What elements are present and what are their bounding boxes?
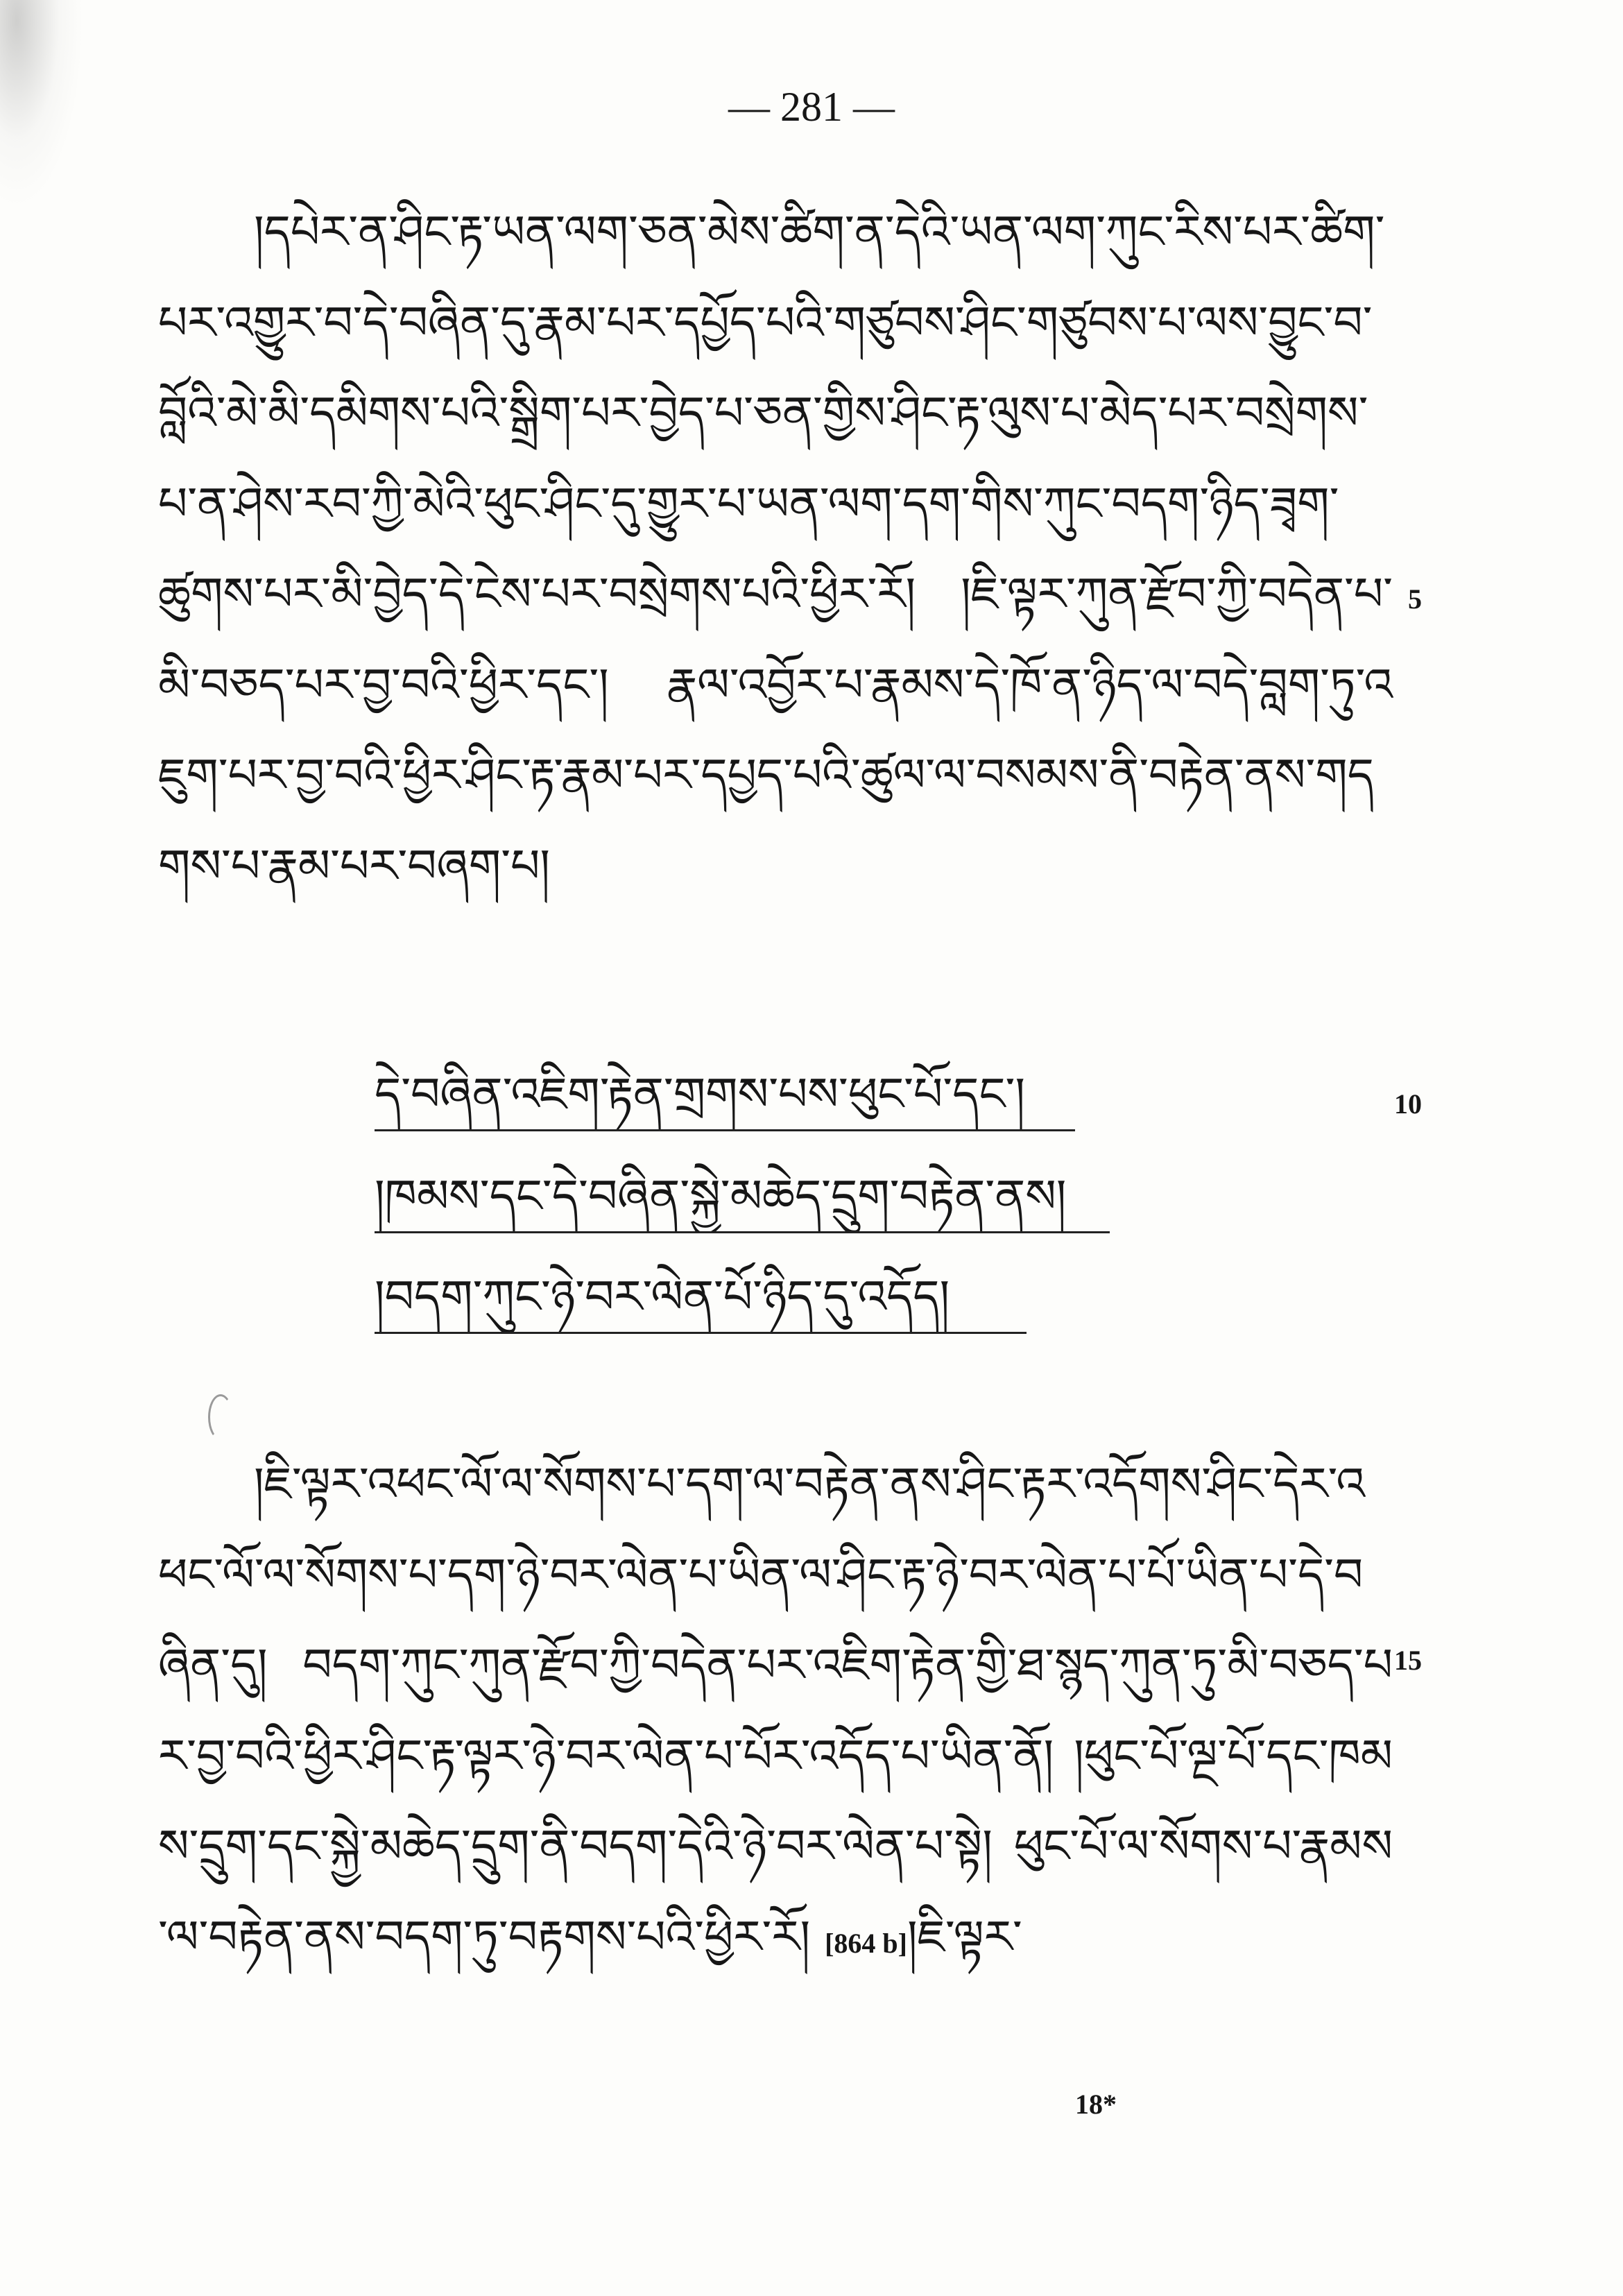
page-number: — 281 —: [728, 84, 895, 130]
pencil-mark: [208, 1394, 233, 1440]
paragraph-2: [158, 1439, 1393, 1989]
verse-line-1: དེ་བཞིན་འཇིག་རྟེན་གྲགས་པས་ཕུང་པོ་དང་།: [375, 1060, 1075, 1131]
folio-reference: [864 b]: [825, 1927, 907, 1959]
paragraph-2-continuation: །ཇི་ལྟར་: [907, 1910, 1022, 1964]
line-number-10: 10: [1394, 1088, 1422, 1120]
signature-mark: 18*: [1075, 2089, 1117, 2120]
paragraph-1: །དཔེར་ན་ཤིང་རྟ་ཡན་ལག་ཅན་མེས་ཚིག་ན་དེའི་ཡན་ལག་ཀུང་རིས་པར་ཚིག་པར་འགྱུར་བ་དེ་བཞིན་དུ་རྣམ་པར་དཔྱོད་པའི་གཙུབས་ཤིང་གཙུབས་པ་ལས་བྱུང་བ་བློའི་མེ་མི་དམིགས་པའི་སྒྲིག་པར་བྱེད་པ་ཅན་གྱིས་ཤིང་རྟ་ལུས་པ་མེད་པར་བསྲེགས་པ་ན་ཤེས་རབ་ཀྱི་མེའི་ཕུང་ཤིང་དུ་གྱུར་པ་ཡན་ལག་དག་གིས་ཀུང་བདག་ཉིད་ཟྭག་ཚུགས་པར་མི་བྱེད་དེ་ངེས་པར་བསྲེགས་པའི་ཕྱིར་རོ། །ཇི་ལྟར་ཀུན་རྫོབ་ཀྱི་བདེན་པ་མི་བཅད་པར་བྱ་བའི་ཕྱིར་དང་། རྣལ་འབྱོར་པ་རྣམས་དེ་ཁོ་ན་ཉིད་ལ་བདེ་བླག་ཏུ་འཇུག་པར་བྱ་བའི་ཕྱིར་ཤིང་རྟ་རྣམ་པར་དཔྱད་པའི་ཚུལ་ལ་བསམས་ནི་བརྟེན་ནས་གདགས་པ་རྣམ་པར་བཞག་པ།: [158, 205, 1393, 893]
paragraph-2-text: །ཇི་ལྟར་འཕང་ལོ་ལ་སོགས་པ་དག་ལ་བརྟེན་ནས་ཤིང་རྟར་འདོགས་ཤིང་དེར་འཕང་ལོ་ལ་སོགས་པ་དག་ཉེ་བར་ལེན་པ་ཡིན་ལ་ཤིང་རྟ་ཉེ་བར་ལེན་པ་པོ་ཡིན་པ་དེ་བཞིན་དུ། བདག་ཀུང་ཀུན་རྫོབ་ཀྱི་བདེན་པར་འཇིག་རྟེན་གྱི་ཐ་སྙད་ཀུན་ཏུ་མི་བཅད་པར་བྱ་བའི་ཕྱིར་ཤིང་རྟ་ལྟར་ཉེ་བར་ལེན་པ་པོར་འདོད་པ་ཡིན་ནོ། །ཕུང་པོ་ལྔ་པོ་དང་ཁམས་དྲུག་དང་སྐྱེ་མཆེད་དྲུག་ནི་བདག་དེའི་ཉེ་བར་ལེན་པ་སྟེ། ཕུང་པོ་ལ་སོགས་པ་རྣམས་ལ་བརྟེན་ནས་བདག་ཏུ་བརྟགས་པའི་ཕྱིར་རོ།: [158, 1457, 1393, 1964]
verse-line-2: །ཁམས་དང་དེ་བཞིན་སྐྱེ་མཆེད་དྲུག་བརྟེན་ནས།: [375, 1162, 1110, 1233]
line-number-15: 15: [1394, 1645, 1422, 1676]
line-number-5: 5: [1408, 583, 1422, 615]
verse-line-3: །བདག་ཀུང་ཉེ་བར་ལེན་པོ་ཉིད་དུ་འདོད།: [375, 1262, 1027, 1334]
